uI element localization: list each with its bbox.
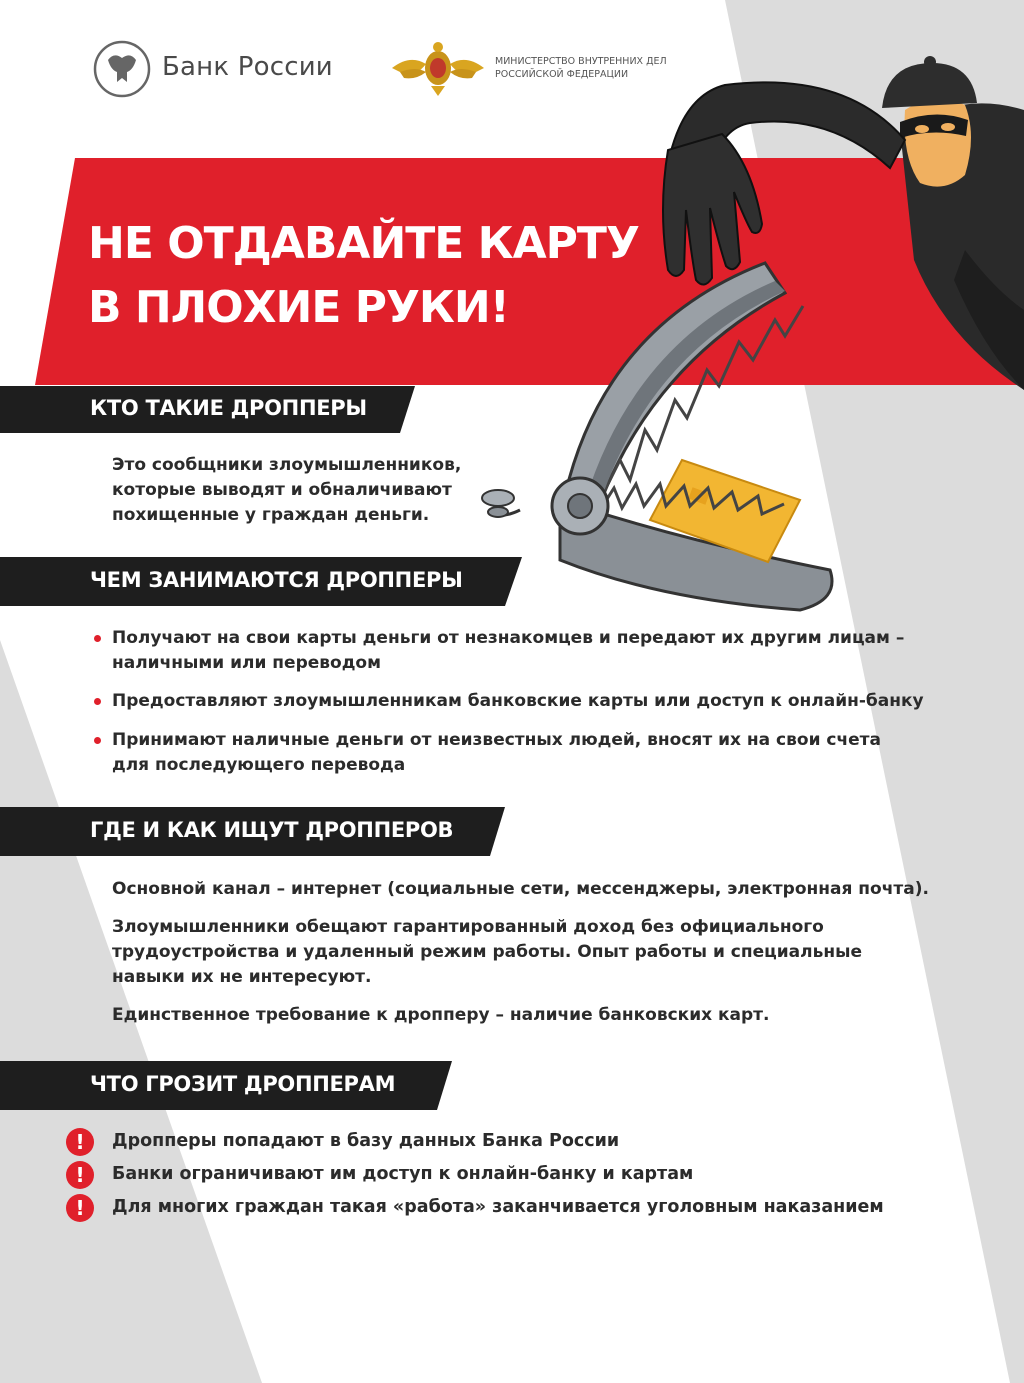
bullet-line: Принимают наличные деньги от неизвестных людей, вносят их на свои счета xyxy=(112,730,882,750)
section-title-where: ГДЕ И КАК ИЩУТ ДРОППЕРОВ xyxy=(90,818,454,842)
where-paragraph-3: Единственное требование к дропперу – наличие банковских карт. xyxy=(112,1005,770,1025)
list-item xyxy=(112,728,881,778)
exclamation-icon: ! xyxy=(66,1161,94,1189)
threat-item: Дропперы попадают в базу данных Банка России xyxy=(112,1131,620,1151)
section-title-threat: ЧТО ГРОЗИТ ДРОППЕРАМ xyxy=(90,1072,396,1096)
bullet-dot-icon xyxy=(94,737,101,744)
list-item xyxy=(112,626,904,676)
who-line: которые выводят и обналичивают xyxy=(112,480,452,500)
who-line: Это сообщники злоумышленников, xyxy=(112,455,462,475)
section-title-what: ЧЕМ ЗАНИМАЮТСЯ ДРОППЕРЫ xyxy=(90,568,463,592)
headline-line2: В ПЛОХИЕ РУКИ! xyxy=(88,282,509,333)
threat-item: Для многих граждан такая «работа» заканчивается уголовным наказанием xyxy=(112,1197,884,1217)
bullet-line: для последующего перевода xyxy=(112,755,406,775)
exclamation-icon: ! xyxy=(66,1128,94,1156)
double-headed-eagle-icon xyxy=(95,42,149,96)
bullet-dot-icon xyxy=(94,635,101,642)
where-line: навыки их не интересуют. xyxy=(112,967,372,987)
bullet-dot-icon xyxy=(94,698,101,705)
who-description xyxy=(112,453,461,528)
bullet-line: Получают на свои карты деньги от незнакомцев и передают их другим лицам – xyxy=(112,628,905,648)
mvd-name xyxy=(495,55,715,81)
mvd-name-line2: РОССИЙСКОЙ ФЕДЕРАЦИИ xyxy=(495,69,629,80)
who-line: похищенные у граждан деньги. xyxy=(112,505,430,525)
where-line: Злоумышленники обещают гарантированный доход без официального xyxy=(112,917,824,937)
threat-item: Банки ограничивают им доступ к онлайн-банку и картам xyxy=(112,1164,694,1184)
bullet-line: наличными или переводом xyxy=(112,653,382,673)
headline-line1: НЕ ОТДАВАЙТЕ КАРТУ xyxy=(88,218,639,269)
headline xyxy=(88,212,688,340)
exclamation-icon: ! xyxy=(66,1194,94,1222)
list-item xyxy=(112,689,924,714)
mvd-name-line1: МИНИСТЕРСТВО ВНУТРЕННИХ ДЕЛ xyxy=(495,56,667,67)
winged-eagle-emblem-icon xyxy=(392,42,484,96)
section-title-who: КТО ТАКИЕ ДРОППЕРЫ xyxy=(90,396,367,420)
where-paragraph-1: Основной канал – интернет (социальные сети, мессенджеры, электронная почта). xyxy=(112,879,929,899)
where-paragraph-2 xyxy=(112,915,862,990)
bullet-line: Предоставляют злоумышленникам банковские карты или доступ к онлайн-банку xyxy=(112,691,924,711)
bank-name: Банк России xyxy=(162,52,333,82)
where-line: трудоустройства и удаленный режим работы. Опыт работы и специальные xyxy=(112,942,862,962)
